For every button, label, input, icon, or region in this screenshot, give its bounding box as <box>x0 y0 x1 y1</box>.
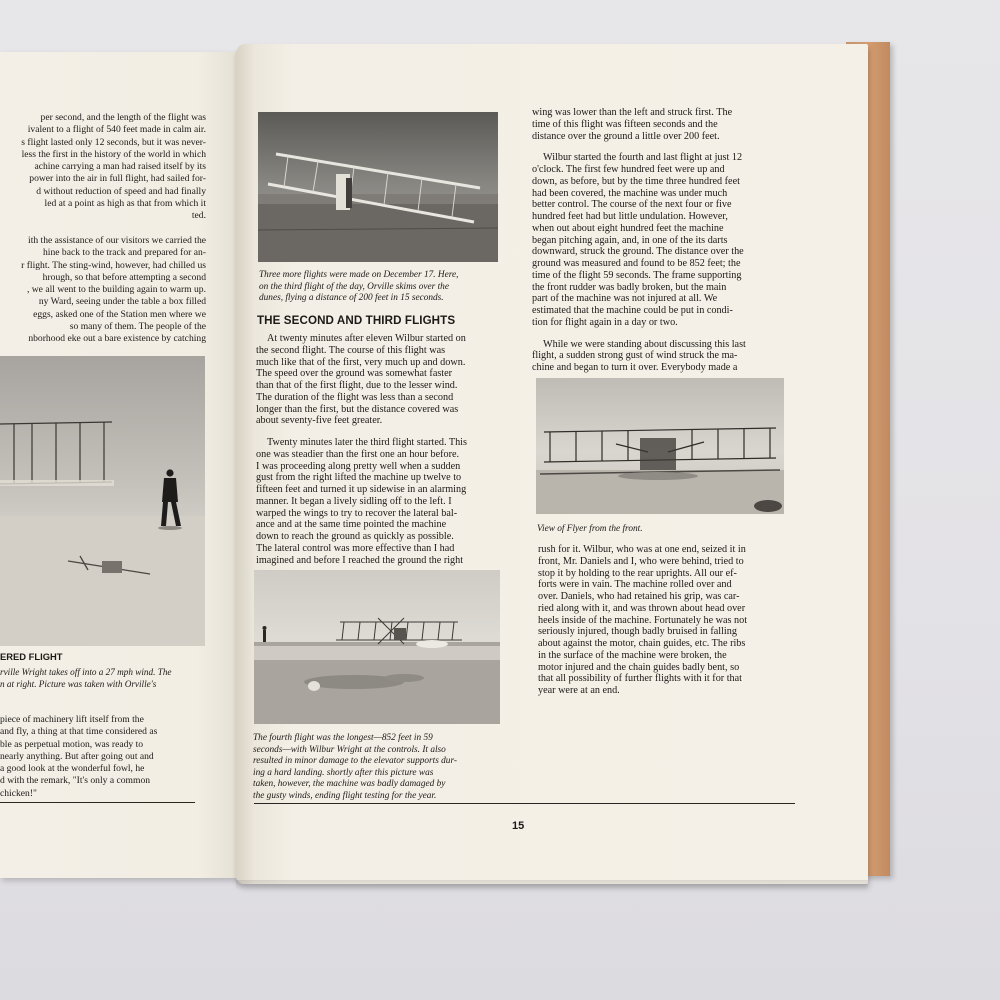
photo-third-flight-caption <box>259 270 459 305</box>
text-line <box>532 142 746 152</box>
text-line: ance and at the same time pointed the machine <box>256 519 447 531</box>
left-caption-line: n at right. Picture was taken with Orville's <box>0 679 157 689</box>
photo-third-flight <box>258 112 498 262</box>
text-line: time of this flight was fifteen seconds and the <box>532 118 718 130</box>
text-line: year were at an end. <box>538 685 620 696</box>
text-line: r flight. The sting-wind, however, had chilled us <box>21 259 206 271</box>
text-line: The duration of the flight was less than a second <box>256 391 454 403</box>
text-line: better control. The course of the next four or five <box>532 199 732 211</box>
text-line: power into the air in full flight, had sailed for- <box>29 173 206 185</box>
text-line: longer than the first, but the distance covered was <box>256 403 459 415</box>
photo-flyer-front-caption: View of Flyer from the front. <box>537 524 643 534</box>
text-line: chicken!" <box>0 787 37 799</box>
text-line: distance over the ground a little over 200 feet. <box>532 130 720 142</box>
text-line: ble as perpetual motion, was ready to <box>0 738 144 750</box>
text-line: chine and began to turn it over. Everybody made a <box>532 362 738 373</box>
text-line: d without reduction of speed and had finally <box>36 185 206 197</box>
text-line: nborhood eke out a bare existence by catching <box>28 333 206 345</box>
text-line: began pitching again, and, in one of the its darts <box>532 234 728 246</box>
text-line: fifteen feet and turned it up sidewise in an alarming <box>256 484 467 495</box>
text-line: and fly, a thing at that time considered as <box>0 726 158 738</box>
photo-fourth-flight-caption <box>253 733 457 803</box>
text-line: s flight lasted only 12 seconds, but it was never- <box>21 136 206 148</box>
caption-line: The fourth flight was the longest—852 feet in 59 <box>253 733 433 743</box>
text-line: hundred feet had but little undulation. However, <box>532 211 728 222</box>
text-line: ivalent to a flight of 540 feet made in calm air. <box>27 124 206 136</box>
caption-line: dunes, flying a distance of 200 feet in 15 seconds. <box>259 293 444 304</box>
text-line: per second, and the length of the flight was <box>40 112 206 123</box>
text-line: tion for flight again in a day or two. <box>532 316 678 328</box>
text-line: a good look at the wonderful fowl, he <box>0 763 145 775</box>
left-page <box>0 52 246 878</box>
text-line: heels inside of the machine. Fortunately he was not <box>538 614 748 626</box>
left-caption <box>0 666 172 690</box>
text-line: ried along with it, and was thrown about head over <box>538 602 746 614</box>
column2-text-top <box>532 107 746 374</box>
left-caption-line: rville Wright takes off into a 27 mph wind. The <box>0 667 172 677</box>
text-line: The speed over the ground was somewhat faster <box>256 368 453 380</box>
text-line: Wilbur started the fourth and last flight at just 12 <box>543 152 743 164</box>
text-line: one was steadier than the first one an hour before. <box>256 448 460 460</box>
left-page-photo-first-flight <box>0 356 205 646</box>
text-line: had been covered, the machine was under much <box>532 187 728 199</box>
caption-line: Three more flights were made on December 17. Here, <box>259 270 459 280</box>
caption-line: taken, however, the machine was badly damaged by <box>253 779 446 790</box>
page-bottom-rule <box>254 803 795 804</box>
text-line: achine carrying a man had raised itself by its <box>34 161 206 173</box>
text-line: less the first in the history of the world in which <box>21 148 206 160</box>
text-line <box>532 329 746 339</box>
text-line: imagined and before I reached the ground the right <box>256 554 464 566</box>
text-line: ted. <box>191 210 206 222</box>
text-line: about seventy-five feet greater. <box>256 415 383 427</box>
text-line: ith the assistance of our visitors we carried the <box>28 234 206 246</box>
photo-fourth-flight <box>254 570 500 724</box>
text-line: part of the machine was not injured at all. We <box>532 293 718 305</box>
text-line: time of the flight 59 seconds. The frame supporting <box>532 269 742 281</box>
text-line: While we were standing about discussing this last <box>543 338 746 350</box>
text-line: eggs, asked one of the Station men where we <box>33 308 206 320</box>
left-page-text-bottom <box>0 714 157 800</box>
text-line: stop it by holding to the rear uprights. All our ef- <box>538 567 737 579</box>
caption-line: on the third flight of the day, Orville skims over the <box>259 281 449 292</box>
text-line: when out about eight hundred feet the machine <box>532 222 724 234</box>
text-line: motor injured and the chain guides badly bent, so <box>538 661 740 673</box>
text-line: rush for it. Wilbur, who was at one end, seized it in <box>538 544 746 555</box>
text-line: Twenty minutes later the third flight started. This <box>267 437 467 448</box>
text-line: about against the motor, chain guides, etc. The ribs <box>538 638 746 649</box>
text-line: o'clock. The first few hundred feet were up and <box>532 164 725 175</box>
text-line: much like that of the first, very much up and down. <box>256 356 466 368</box>
text-line: over. Daniels, who had retained his grip, was car- <box>538 591 740 602</box>
text-line: flight, a sudden strong gust of wind struck the ma- <box>532 350 738 362</box>
page-shadow <box>236 880 868 890</box>
text-line: estimated that the machine could be put in condi- <box>532 305 733 316</box>
text-line: front, Mr. Daniels and I, who were behind, tried to <box>538 555 744 567</box>
section-heading: THE SECOND AND THIRD FLIGHTS <box>257 314 456 327</box>
caption-line: seconds—with Wilbur Wright at the controls. It also <box>253 744 446 755</box>
text-line: seriously injured, though badly bruised in falling <box>538 626 737 638</box>
text-line: , we all went to the building again to warm up. <box>26 284 206 296</box>
text-line: d with the remark, "It's only a common <box>0 775 151 787</box>
text-line <box>0 223 206 235</box>
text-line: so many of them. The people of the <box>69 321 206 333</box>
text-line: than that of the first flight, due to the lesser wind. <box>256 380 458 391</box>
text-line: the front rudder was badly broken, but the main <box>532 281 727 293</box>
text-line: ny Ward, seeing under the table a box filled <box>38 296 206 308</box>
photo-flyer-front <box>536 378 784 514</box>
text-line: that all possibility of further flights with it for that <box>538 673 743 685</box>
text-line: warped the wings to try to recover the lateral bal- <box>256 507 458 519</box>
text-line: ground was measured and found to be 852 feet; the <box>532 258 741 269</box>
column1-text <box>256 333 467 566</box>
text-line: downward, struck the ground. The distance over the <box>532 246 744 258</box>
caption-line: the gusty winds, ending flight testing for the year. <box>253 790 437 801</box>
text-line: hine back to the track and prepared for an- <box>42 247 206 259</box>
text-line: gust from the right lifted the machine up twelve to <box>256 472 462 484</box>
left-page-rule <box>0 802 195 803</box>
text-line: hrough, so that before attempting a second <box>42 271 206 283</box>
text-line: nearly anything. But after going out and <box>0 750 154 762</box>
text-line: down, as before, but by the time three hundred feet <box>532 175 740 187</box>
caption-line: ing a hard landing. shortly after this picture was <box>253 767 434 778</box>
text-line: led at a point as high as that from which it <box>44 198 206 210</box>
text-line: down to reach the ground as quickly as possible. <box>256 531 454 542</box>
text-line: manner. It began a lively sidling off to the left. I <box>256 495 452 507</box>
left-caption-title: ERED FLIGHT <box>0 651 63 662</box>
text-line: piece of machinery lift itself from the <box>0 714 144 725</box>
text-line: The lateral control was more effective than I had <box>256 542 455 554</box>
text-line: wing was lower than the left and struck first. The <box>532 107 733 118</box>
text-line: the second flight. The course of this flight was <box>256 344 446 356</box>
text-line <box>256 427 467 437</box>
text-line: in the surface of the machine were broken, the <box>538 649 727 661</box>
text-line: I was proceeding along pretty well when a sudden <box>256 460 461 472</box>
column2-text-bottom <box>538 544 747 697</box>
left-page-text-top <box>0 112 206 346</box>
text-line: forts were in vain. The machine rolled over and <box>538 579 732 591</box>
text-line: At twenty minutes after eleven Wilbur started on <box>267 333 466 344</box>
page-number: 15 <box>512 820 525 832</box>
caption-line: resulted in minor damage to the elevator supports dur- <box>253 756 457 767</box>
